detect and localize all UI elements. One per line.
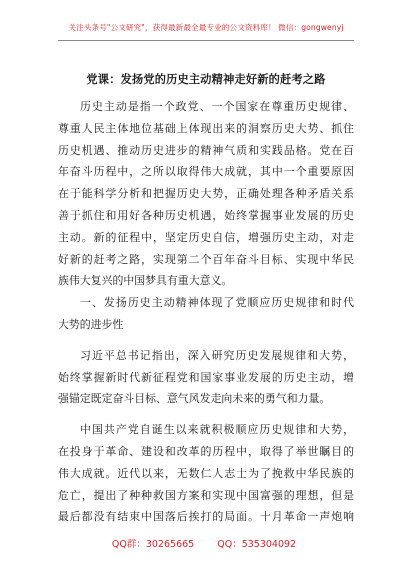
paragraph-4-line-1: 中国共产党自诞生以来就积极顺应历史规律和大势， <box>80 423 354 437</box>
document-body <box>58 96 354 528</box>
paragraph-3-line-2: 始终掌握新时代新征程党和国家事业发展的历史主动，增 <box>58 370 354 384</box>
paragraph-1-line-5: 在于能科学分析和把握历史大势，正确处理各种矛盾关系 <box>58 187 354 201</box>
document-title: 党课：发扬党的历史主动精神走好新的赶考之路 <box>86 73 326 86</box>
paragraph-1-line-4: 年奋斗历程中，之所以取得伟大成就，其中一个重要原因 <box>58 165 354 179</box>
paragraph-4-line-3: 伟大成就。近代以来，无数仁人志士为了挽救中华民族的 <box>58 466 354 480</box>
paragraph-3-line-3: 强锚定既定奋斗目标、意气风发走向未来的勇气和力量。 <box>58 392 331 406</box>
paragraph-3-line-1: 习近平总书记指出，深入研究历史发展规律和大势， <box>80 348 354 362</box>
section-heading-line-1: 一、发扬历史主动精神体现了党顺应历史规律和时代 <box>80 296 354 310</box>
header-banner: 关注头条号"公文研究"，获得最新最全最专业的公文资料库！ 微信：gongwenyj <box>68 23 344 32</box>
paragraph-1-line-2: 尊重人民主体地位基础上体现出来的洞察历史大势、抓住 <box>58 121 354 135</box>
paragraph-1-line-7: 主动。新的征程中，坚定历史自信，增强历史主动，对走 <box>58 230 354 244</box>
paragraph-1-line-1: 历史主动是指一个政党、一个国家在尊重历史规律、 <box>80 100 354 113</box>
header-divider <box>58 40 354 41</box>
paragraph-4-line-2: 在投身于革命、建设和改革的历程中，取得了举世瞩目的 <box>58 444 354 458</box>
paragraph-4-line-4: 危亡，提出了种种救国方案和实现中国富强的理想，但是 <box>58 488 354 502</box>
paragraph-1-line-9: 族伟大复兴的中国梦具有重大意义。 <box>58 274 233 288</box>
section-heading-line-2: 大势的进步性 <box>58 317 124 331</box>
footer-qq-number: QQ：535304092 <box>217 539 297 550</box>
paragraph-1-line-8: 好新的赶考之路，实现第二个百年奋斗目标、实现中华民 <box>58 252 354 266</box>
footer-contact <box>0 536 408 550</box>
footer-qq-group: QQ群：30265665 <box>111 539 195 550</box>
paragraph-1-line-3: 历史机遇、推动历史进步的精神气质和实践品格。党在百 <box>58 143 354 157</box>
paragraph-1-line-6: 善于抓住和用好各种历史机遇，始终掌握事业发展的历史 <box>58 208 354 222</box>
paragraph-4-line-5: 最后都没有结束中国落后挨打的局面。十月革命一声炮响 <box>58 510 354 524</box>
